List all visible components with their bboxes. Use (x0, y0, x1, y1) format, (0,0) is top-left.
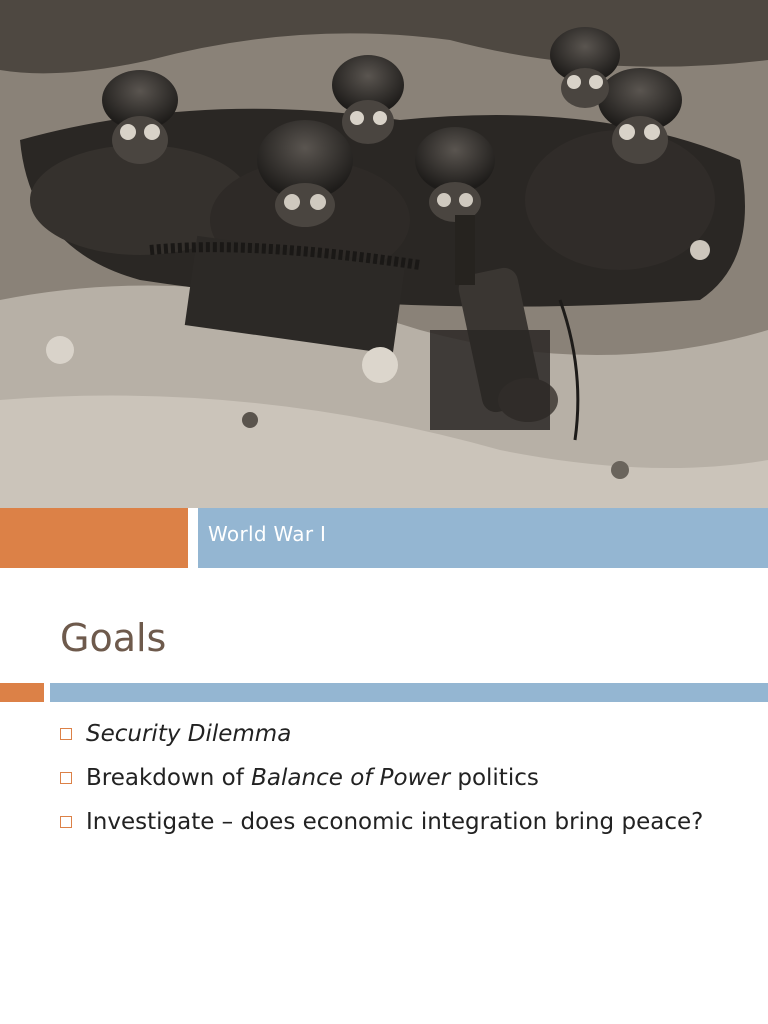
bullet-text-post: politics (450, 765, 539, 791)
list-item (60, 804, 710, 840)
list-item (60, 760, 710, 796)
accent-bar-orange (0, 683, 44, 702)
bullet-text-italic: Balance of Power (251, 765, 451, 791)
goals-slide (0, 568, 768, 1024)
square-bullet-icon (60, 772, 72, 784)
photo-illustration (0, 0, 768, 508)
square-bullet-icon (60, 728, 72, 740)
bullet-text: Security Dilemma (86, 721, 292, 747)
bullet-text: Investigate – does economic integration bring peace? (86, 809, 704, 835)
slide-title: Goals (60, 616, 167, 660)
soldiers-gas-masks-photo (0, 0, 768, 508)
square-bullet-icon (60, 816, 72, 828)
accent-bar-blue (50, 683, 768, 702)
goals-list (60, 716, 710, 848)
list-item (60, 716, 710, 752)
slide-subtitle: World War I (208, 522, 327, 546)
bullet-text-pre: Breakdown of (86, 765, 252, 791)
accent-bar-orange (0, 508, 188, 568)
